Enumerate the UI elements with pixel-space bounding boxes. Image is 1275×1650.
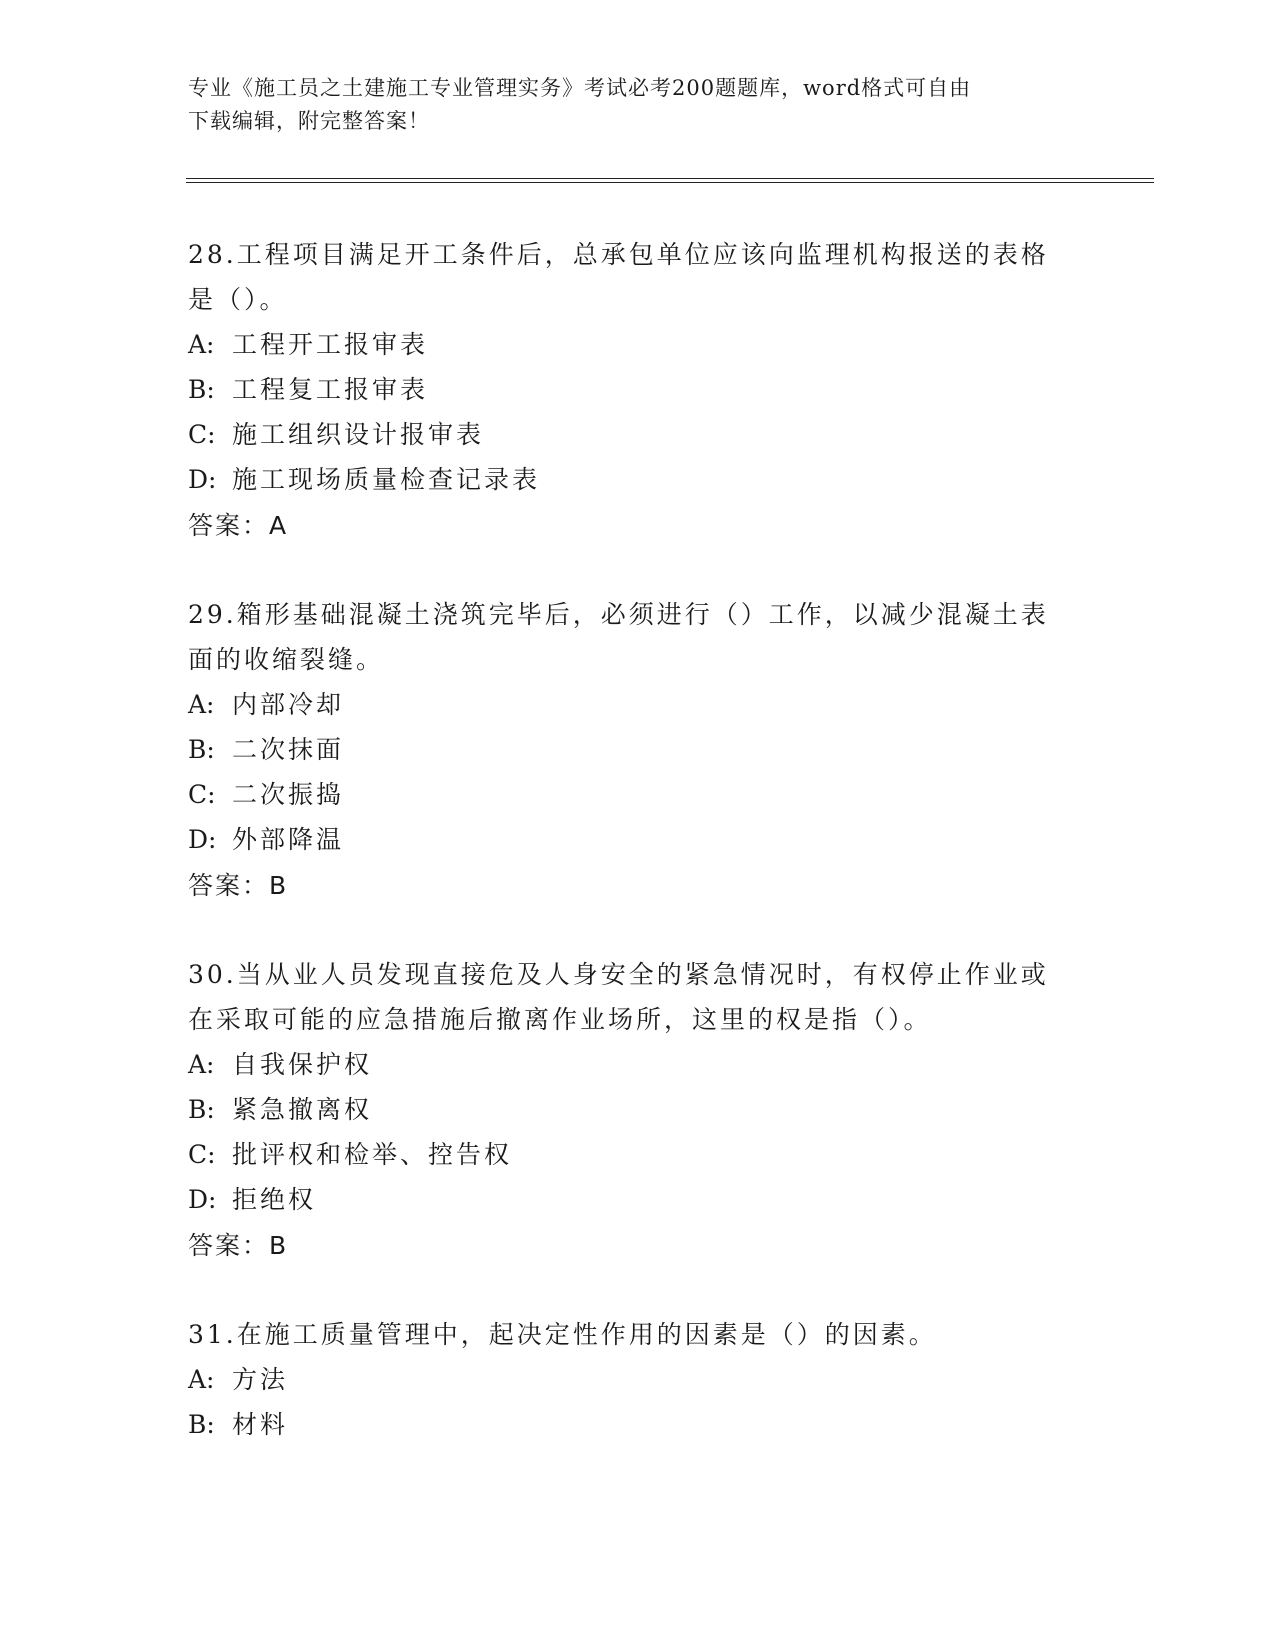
option-text: 方法 <box>232 1365 289 1394</box>
answer-line: 答案：B <box>188 871 289 900</box>
question-stem-line-2: 在采取可能的应急措施后撤离作业场所，这里的权是指（）。 <box>188 1005 932 1034</box>
question-stem-line-2: 是（）。 <box>188 285 288 314</box>
option-a <box>188 322 1088 367</box>
option-c <box>188 772 1088 817</box>
option-text: 外部降温 <box>232 825 345 854</box>
option-text: 工程开工报审表 <box>232 330 429 359</box>
option-c <box>188 412 1088 457</box>
option-key: B: <box>188 1410 215 1439</box>
option-a <box>188 1357 1088 1402</box>
option-b <box>188 727 1088 772</box>
header-divider-bottom <box>186 182 1154 183</box>
option-a <box>188 682 1088 727</box>
question-stem-line-1: 28.工程项目满足开工条件后，总承包单位应该向监理机构报送的表格 <box>188 240 1049 269</box>
option-d <box>188 457 1088 502</box>
header-line-2: 下载编辑，附完整答案！ <box>188 109 430 133</box>
option-d <box>188 1177 1088 1222</box>
option-text: 批评权和检举、控告权 <box>232 1140 513 1169</box>
option-b <box>188 1402 1088 1447</box>
option-d <box>188 817 1088 862</box>
question-30 <box>188 952 1088 1269</box>
header-line-1: 专业《施工员之土建施工专业管理实务》考试必考200题题库，word格式可自由 <box>188 76 972 100</box>
option-text: 施工组织设计报审表 <box>232 420 485 449</box>
header-divider-top <box>186 178 1154 179</box>
option-key: B: <box>188 1095 215 1124</box>
option-key: C: <box>188 1140 216 1169</box>
option-key: D: <box>188 1185 217 1214</box>
question-28 <box>188 232 1088 549</box>
option-key: C: <box>188 780 216 809</box>
option-key: B: <box>188 735 215 764</box>
question-29 <box>188 592 1088 909</box>
option-key: A: <box>188 1365 215 1394</box>
option-text: 材料 <box>232 1410 289 1439</box>
option-c <box>188 1132 1088 1177</box>
question-stem-line-1: 29.箱形基础混凝土浇筑完毕后，必须进行（）工作，以减少混凝土表 <box>188 600 1049 629</box>
option-b <box>188 367 1088 412</box>
option-key: A: <box>188 330 215 359</box>
option-key: A: <box>188 1050 215 1079</box>
option-a <box>188 1042 1088 1087</box>
question-list <box>188 232 1088 1490</box>
option-key: D: <box>188 825 217 854</box>
option-text: 二次振捣 <box>232 780 345 809</box>
option-b <box>188 1087 1088 1132</box>
question-stem-line-2: 面的收缩裂缝。 <box>188 645 385 674</box>
answer-line: 答案：A <box>188 511 289 540</box>
option-text: 工程复工报审表 <box>232 375 429 404</box>
option-key: A: <box>188 690 215 719</box>
question-31 <box>188 1312 1088 1447</box>
question-stem-line-1: 31.在施工质量管理中，起决定性作用的因素是（）的因素。 <box>188 1320 937 1349</box>
option-key: D: <box>188 465 217 494</box>
option-text: 拒绝权 <box>232 1185 317 1214</box>
question-stem-line-1: 30.当从业人员发现直接危及人身安全的紧急情况时，有权停止作业或 <box>188 960 1049 989</box>
option-key: B: <box>188 375 215 404</box>
option-text: 内部冷却 <box>232 690 345 719</box>
option-text: 施工现场质量检查记录表 <box>232 465 541 494</box>
answer-line: 答案：B <box>188 1231 289 1260</box>
option-text: 自我保护权 <box>232 1050 373 1079</box>
option-text: 二次抹面 <box>232 735 345 764</box>
option-key: C: <box>188 420 216 449</box>
option-text: 紧急撤离权 <box>232 1095 373 1124</box>
document-header <box>188 72 1068 138</box>
